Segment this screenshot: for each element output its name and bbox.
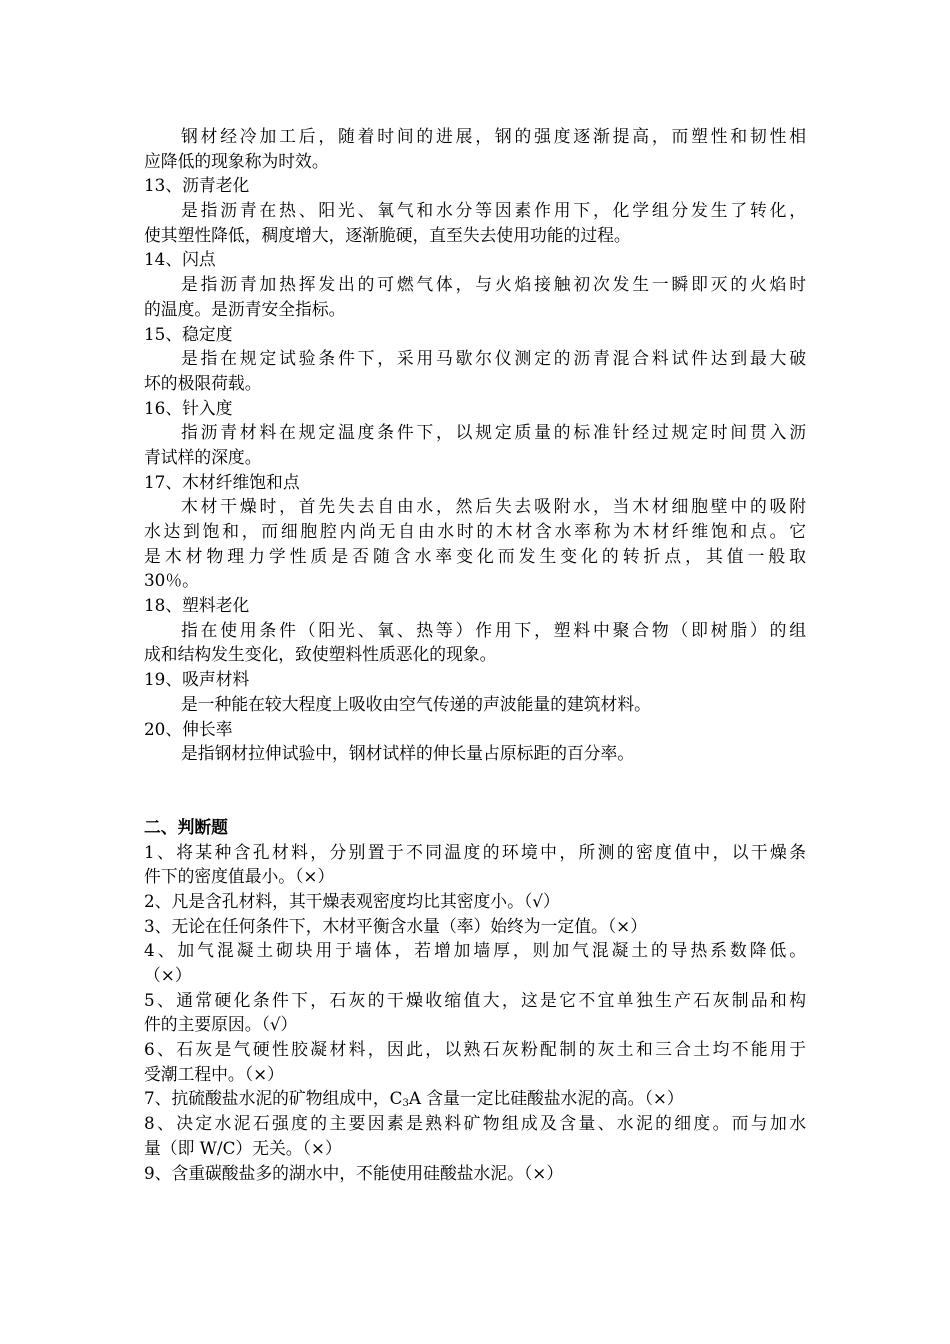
question-line: [144, 1086, 806, 1111]
definition-line: 是指沥青加热挥发出的可燃气体，与火焰接触初次发生一瞬即灭的火焰时: [181, 274, 806, 295]
definition-line: 使其塑性降低，稠度增大，逐渐脆硬，直至失去使用功能的过程。: [144, 224, 631, 245]
definition-line: 青试样的深度。: [144, 446, 262, 467]
definition-line: 30％。: [144, 570, 199, 591]
question-line: 量（即 W/C）无关。（×）: [144, 1137, 342, 1158]
definition-line: 是指在规定试验条件下，采用马歇尔仪测定的沥青混合料试件达到最大破: [181, 348, 806, 369]
formula-a: A: [408, 1088, 421, 1109]
question-line: 3、无论在任何条件下，木材平衡含水量（率）始终为一定值。（×）: [144, 915, 648, 936]
question-line: 9、含重碳酸盐多的湖水中，不能使用硅酸盐水泥。（×）: [144, 1162, 564, 1183]
question-line: 受潮工程中。（×）: [144, 1063, 284, 1084]
formula-subscript: 3: [402, 1098, 409, 1110]
definition-line: 木材干燥时，首先失去自由水，然后失去吸附水，当木材细胞壁中的吸附: [181, 496, 806, 517]
term-heading: 15、稳定度: [144, 323, 233, 344]
formula-c: C: [389, 1088, 403, 1109]
definition-line: 坏的极限荷载。: [144, 372, 262, 393]
question-line: 2、凡是含孔材料，其干燥表观密度均比其密度小。（√）: [144, 890, 560, 911]
definition-line: 是一种能在较大程度上吸收由空气传递的声波能量的建筑材料。: [181, 693, 651, 714]
question-line: 6、石灰是气硬性胶凝材料，因此，以熟石灰粉配制的灰土和三合土均不能用于: [144, 1039, 806, 1060]
term-heading: 14、闪点: [144, 249, 216, 270]
definition-line: 指在使用条件（阳光、氧、热等）作用下，塑料中聚合物（即树脂）的组: [181, 619, 806, 640]
definition-line: 钢材经冷加工后，随着时间的进展，钢的强度逐渐提高，而塑性和韧性相: [181, 126, 806, 146]
definition-line: 是木材物理力学性质是否随含水率变化而发生变化的转折点，其值一般取: [144, 545, 806, 566]
section-spacer: [144, 766, 806, 815]
term-heading: 13、沥青老化: [144, 175, 250, 196]
section-title: 二、判断题: [144, 816, 228, 837]
term-heading: 20、伸长率: [144, 718, 233, 739]
term-heading: 17、木材纤维饱和点: [144, 471, 300, 492]
question-text: 7、抗硫酸盐水泥的矿物组成中，: [144, 1088, 390, 1109]
definition-line: 成和结构发生变化，致使塑料性质恶化的现象。: [144, 644, 497, 665]
question-line: 5、通常硬化条件下，石灰的干燥收缩值大，这是它不宜单独生产石灰制品和构: [144, 989, 806, 1010]
question-line: 4、加气混凝土砌块用于墙体，若增加墙厚，则加气混凝土的导热系数降低。: [144, 940, 806, 961]
term-heading: 19、吸声材料: [144, 669, 250, 690]
question-line: （×）: [144, 965, 192, 985]
definition-line: 指沥青材料在规定温度条件下，以规定质量的标准针经过规定时间贯入沥: [181, 422, 806, 443]
document-body: [144, 124, 806, 1185]
term-heading: 18、塑料老化: [144, 595, 250, 616]
definition-line: 水达到饱和，而细胞腔内尚无自由水时的木材含水率称为木材纤维饱和点。它: [144, 521, 806, 541]
term-heading: 16、针入度: [144, 397, 233, 418]
definition-line: 的温度。是沥青安全指标。: [144, 298, 346, 319]
definition-line: 应降低的现象称为时效。: [144, 150, 329, 171]
question-line: 1、将某种含孔材料，分别置于不同温度的环境中，所测的密度值中，以干燥条: [144, 841, 806, 862]
question-line: 8、决定水泥石强度的主要因素是熟料矿物组成及含量、水泥的细度。而与加水: [144, 1113, 806, 1134]
question-line: 件的主要原因。（√）: [144, 1014, 298, 1035]
definition-line: 是指沥青在热、阳光、氧气和水分等因素作用下，化学组分发生了转化，: [181, 200, 806, 221]
definition-line: 是指钢材拉伸试验中，钢材试样的伸长量占原标距的百分率。: [181, 743, 635, 764]
question-text: 含量一定比硅酸盐水泥的高。（×）: [420, 1088, 684, 1109]
question-line: 件下的密度值最小。（×）: [144, 866, 335, 887]
